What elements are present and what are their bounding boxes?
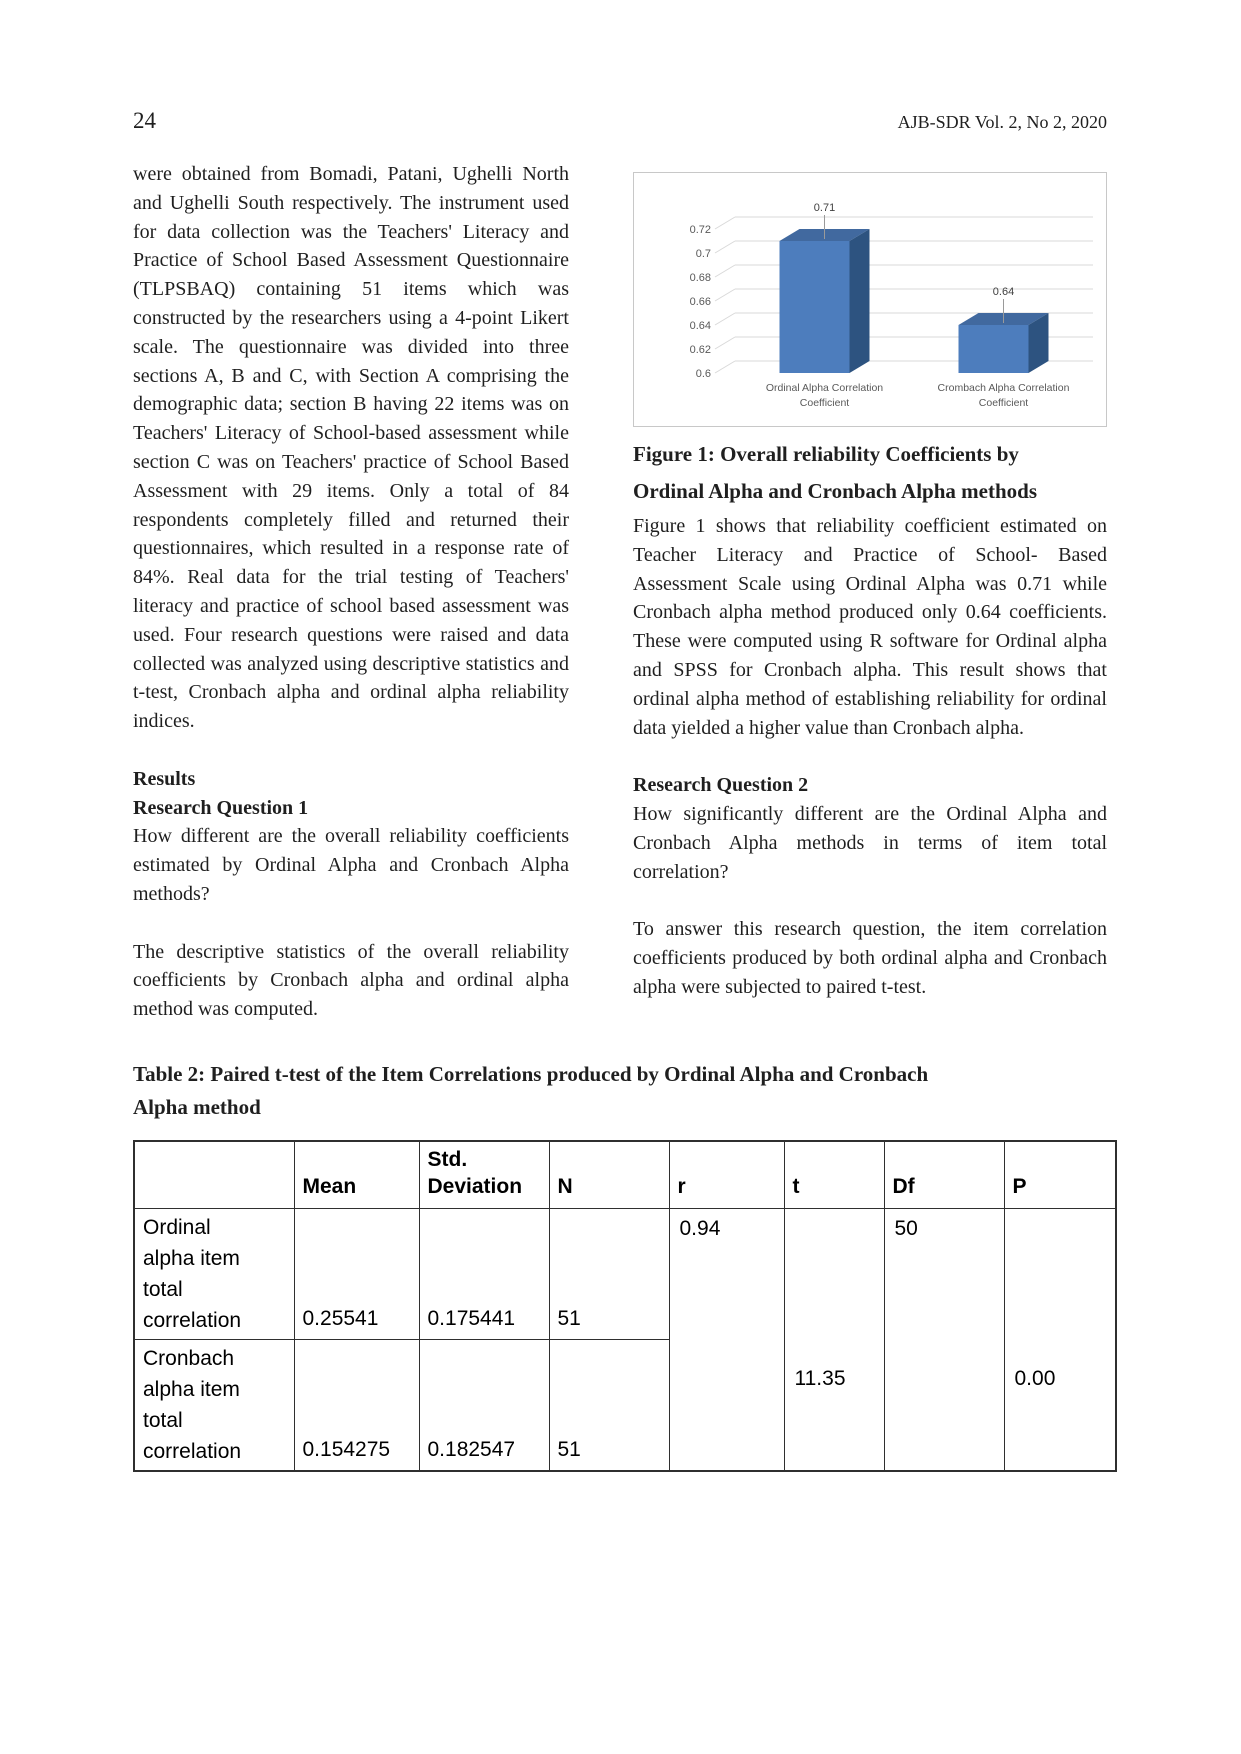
table2: [133, 1140, 1117, 1472]
bar-data-label: 0.71: [813, 202, 836, 214]
spacer: [633, 742, 1107, 771]
table-header-cell-blank: [134, 1141, 294, 1209]
table-cell-label: Cronbach alpha item total correlation: [134, 1339, 294, 1471]
table-header-cell-mean: Mean: [294, 1141, 419, 1209]
table2-section: [133, 1058, 1107, 1472]
y-tick-label: 0.62: [689, 344, 711, 356]
figure1-caption-line1: Figure 1: Overall reliability Coefficients by: [633, 442, 1019, 466]
page-number: 24: [133, 108, 156, 133]
table-row-ordinal-alpha: [134, 1208, 1116, 1339]
table-cell-std-deviation: 0.175441: [419, 1208, 549, 1339]
research-question-2-text: How significantly different are the Ordinal Alpha and Cronbach Alpha methods in terms of item total correlation?: [633, 802, 1107, 883]
y-tick-depth-line: [715, 361, 735, 373]
y-tick-depth-line: [715, 289, 735, 301]
figure1-caption-line2: Ordinal Alpha and Cronbach Alpha methods: [633, 479, 1037, 503]
y-tick-depth-line: [715, 313, 735, 325]
spacer: [633, 886, 1107, 915]
y-tick-depth-line: [715, 337, 735, 349]
journal-title: AJB-SDR Vol. 2, No 2, 2020: [897, 112, 1107, 132]
methods-paragraph: were obtained from Bomadi, Patani, Ughelli North and Ughelli South respectively. The instrument used for data collection was the Teachers' Literacy and Practice of School Based Assessment Questionnaire (TLPSBAQ) containing 51 items which was constructed by the researchers using a 4-point Likert scale. The questionnaire was divided into three sections A, B and C, with Section A comprising the demographic data; section B having 22 items was on Teachers' Literacy of School-based assessment while section C was on Teachers' practice of School Based Assessment with 29 items. Only a total of 84 respondents completely filled and returned their questionnaires, which resulted in a response rate of 84%. Real data for the trial testing of Teachers' literacy and practice of school based assessment was used. Four research questions were raised and data collected was analyzed using descriptive statistics and t-test, Cronbach alpha and ordinal alpha reliability indices.: [133, 163, 569, 733]
table-cell-mean: 0.25541: [294, 1208, 419, 1339]
right-column: [633, 160, 1107, 1024]
figure1-discussion-paragraph: Figure 1 shows that reliability coefficient estimated on Teacher Literacy and Practice of School- Based Assessment Scale using Ordinal Alpha was 0.71 while Cronbach alpha method produced only 0.64 coefficients. These were computed using R software for Ordinal alpha and SPSS for Cronbach alpha. This result shows that ordinal alpha method of establishing reliability for ordinal data yielded a higher value than Cronbach alpha.: [633, 515, 1107, 739]
figure1-chart-svg: [635, 183, 1107, 415]
table-cell-mean: 0.154275: [294, 1339, 419, 1471]
bar-data-label: 0.64: [992, 286, 1015, 298]
table-cell-n: 51: [549, 1208, 669, 1339]
table-cell-p: 0.00: [1004, 1208, 1116, 1471]
results-heading: Results: [133, 767, 196, 790]
y-tick-label: 0.7: [695, 248, 711, 260]
y-tick-depth-line: [715, 265, 735, 277]
bar-side-face: [850, 229, 870, 373]
y-tick-label: 0.6: [695, 368, 711, 380]
figure1-chart: [633, 172, 1107, 427]
table-header-cell-df: Df: [884, 1141, 1004, 1209]
table2-title: Table 2: Paired t-test of the Item Correlations produced by Ordinal Alpha and Cronbach Alpha method: [133, 1061, 929, 1119]
y-tick-label: 0.72: [689, 224, 711, 236]
table-cell-n: 51: [549, 1339, 669, 1471]
table-header-row: [134, 1141, 1116, 1209]
table-header-cell-t: t: [784, 1141, 884, 1209]
bar: [959, 325, 1029, 373]
spacer: [133, 909, 569, 938]
research-question-2-followup: To answer this research question, the item correlation coefficients produced by both ordinal alpha and Cronbach alpha were subjected to paired t-test.: [633, 918, 1107, 998]
research-question-1-followup: The descriptive statistics of the overall reliability coefficients by Cronbach alpha and ordinal alpha method was computed.: [133, 940, 569, 1021]
table-cell-label: Ordinal alpha item total correlation: [134, 1208, 294, 1339]
table-cell-std-deviation: 0.182547: [419, 1339, 549, 1471]
y-tick-depth-line: [715, 217, 735, 229]
x-category-label: Ordinal Alpha Correlation Coefficient: [765, 382, 884, 409]
y-tick-label: 0.64: [689, 320, 711, 332]
running-head: [133, 108, 1107, 134]
table-header-cell-n: N: [549, 1141, 669, 1209]
two-column-body: [133, 160, 1107, 1024]
table-header-cell-std-deviation: Std. Deviation: [419, 1141, 549, 1209]
research-question-1-text: How different are the overall reliability coefficients estimated by Ordinal Alpha and Cronbach Alpha methods?: [133, 825, 569, 905]
spacer: [133, 736, 569, 765]
y-tick-label: 0.68: [689, 272, 711, 284]
table-header-cell-r: r: [669, 1141, 784, 1209]
table-cell-t: 11.35: [784, 1208, 884, 1471]
bar: [780, 241, 850, 373]
table-cell-df: 50: [884, 1208, 1004, 1471]
research-question-1-heading: Research Question 1: [133, 796, 309, 819]
x-category-label: Crombach Alpha Correlation Coefficient: [937, 382, 1070, 409]
table-cell-r: 0.94: [669, 1208, 784, 1471]
table-header-cell-p: P: [1004, 1141, 1116, 1209]
left-column: [133, 160, 569, 1024]
y-tick-depth-line: [715, 241, 735, 253]
research-question-2-heading: Research Question 2: [633, 774, 809, 797]
y-tick-label: 0.66: [689, 296, 711, 308]
